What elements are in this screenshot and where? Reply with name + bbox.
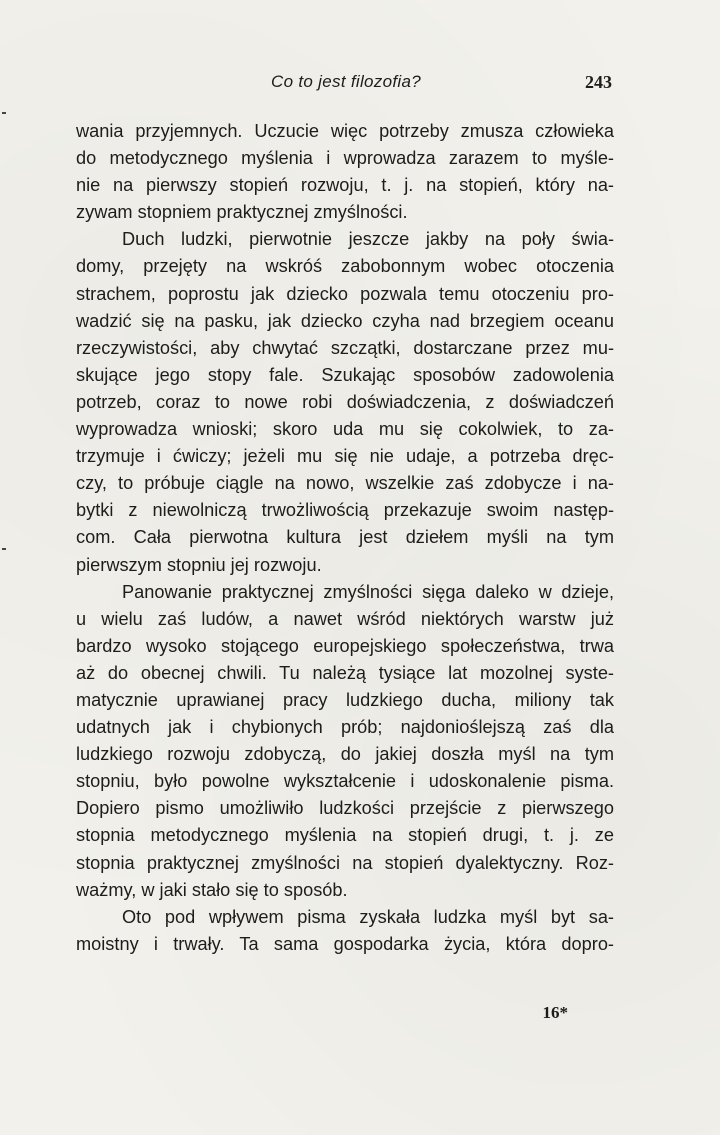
text-line: Panowanie praktycznej zmyślności sięga daleko w dzieje, bbox=[122, 581, 614, 602]
text-line: u wielu zaś ludów, a nawet wśród niektórych warstw już bbox=[76, 608, 614, 629]
text-line: bardzo wysoko stojącego europejskiego społeczeństwa, trwa bbox=[76, 635, 614, 656]
paragraph-3 bbox=[76, 579, 614, 904]
text-line: trzymuje i ćwiczy; jeżeli mu się nie udaje, a potrzeba dręc- bbox=[76, 446, 614, 467]
text-line: stopnia metodycznego myślenia na stopień drugi, t. j. ze bbox=[76, 825, 614, 846]
text-line: skujące jego stopy fale. Szukając sposobów zadowolenia bbox=[76, 364, 614, 385]
text-line: strachem, poprostu jak dziecko pozwala temu otoczeniu pro- bbox=[76, 283, 614, 304]
text-line: Oto pod wpływem pisma zyskała ludzka myśl byt sa- bbox=[122, 906, 614, 927]
text-line: do metodycznego myślenia i wprowadza zarazem to myśle- bbox=[76, 148, 614, 169]
text-line: moistny i trwały. Ta sama gospodarka życia, która dopro- bbox=[76, 933, 614, 954]
text-line: czy, to próbuje ciągle na nowo, wszelkie zaś zdobycze i na- bbox=[76, 473, 614, 494]
text-line: ważmy, w jaki stało się to sposób. bbox=[76, 879, 348, 900]
text-line: stopnia praktycznej zmyślności na stopień dyalektyczny. Roz- bbox=[76, 852, 614, 873]
page-number: 243 bbox=[585, 72, 612, 92]
text-line: wania przyjemnych. Uczucie więc potrzeby zmusza człowieka bbox=[76, 121, 614, 141]
text-line: matycznie uprawianej pracy ludzkiego ducha, miliony tak bbox=[76, 689, 614, 710]
text-line: Dopiero pismo umożliwiło ludzkości przejście z pierwszego bbox=[76, 798, 614, 819]
body-text bbox=[76, 118, 614, 958]
text-line: pierwszym stopniu jej rozwoju. bbox=[76, 554, 322, 575]
margin-mark bbox=[2, 112, 6, 114]
text-line: domy, przejęty na wskróś zabobonnym wobec otoczenia bbox=[76, 256, 614, 277]
running-title: Co to jest filozofia? bbox=[271, 72, 421, 91]
running-head bbox=[72, 72, 620, 96]
text-line: wyprowadza wnioski; skoro uda mu się cokolwiek, to za- bbox=[76, 419, 614, 440]
text-line: udatnych jak i chybionych prób; najdonioślejszą zaś dla bbox=[76, 717, 614, 738]
paragraph-2 bbox=[76, 226, 614, 578]
text-line: aż do obecnej chwili. Tu należą tysiące lat mozolnej syste- bbox=[76, 662, 614, 683]
signature-mark: 16* bbox=[542, 1003, 568, 1022]
text-line: ludzkiego rozwoju zdobyczą, do jakiej doszła myśl na tym bbox=[76, 744, 614, 765]
text-line: potrzeb, coraz to nowe robi doświadczenia, z doświadczeń bbox=[76, 391, 614, 412]
text-line: wadzić się na pasku, jak dziecko czyha nad brzegiem oceanu bbox=[76, 310, 614, 331]
text-line: nie na pierwszy stopień rozwoju, t. j. na stopień, który na- bbox=[76, 175, 614, 196]
paragraph-4 bbox=[76, 904, 614, 958]
text-line: com. Cała pierwotna kultura jest dziełem myśli na tym bbox=[76, 527, 614, 548]
margin-mark bbox=[2, 548, 6, 550]
text-line: bytki z niewolniczą trwożliwością przekazuje swoim następ- bbox=[76, 500, 614, 521]
paragraph-1 bbox=[76, 118, 614, 226]
text-line: stopniu, było powolne wykształcenie i udoskonalenie pisma. bbox=[76, 771, 614, 792]
text-line: rzeczywistości, aby chwytać szczątki, dostarczane przez mu- bbox=[76, 337, 614, 358]
text-line: zywam stopniem praktycznej zmyślności. bbox=[76, 202, 408, 223]
text-line: Duch ludzki, pierwotnie jeszcze jakby na poły świa- bbox=[122, 229, 614, 250]
